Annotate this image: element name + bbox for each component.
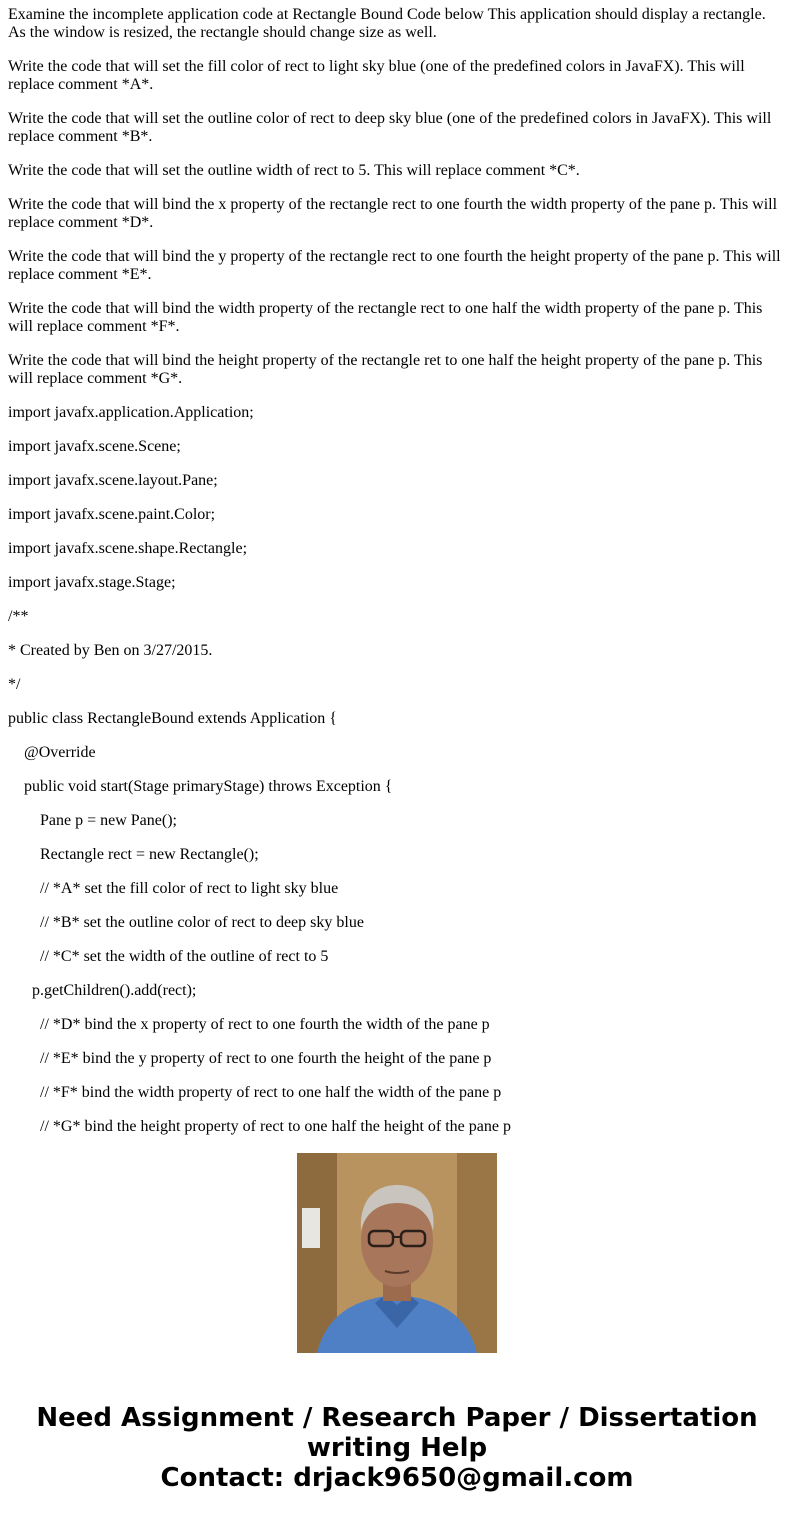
code-line: public void start(Stage primaryStage) throws Exception {: [8, 778, 393, 795]
document-body: [8, 6, 784, 1135]
code-line: // *G* bind the height property of rect to one half the height of the pane p: [8, 1118, 511, 1135]
code-line: * Created by Ben on 3/27/2015.: [8, 642, 213, 659]
code-line: p.getChildren().add(rect);: [8, 982, 197, 999]
code-line: import javafx.scene.Scene;: [8, 438, 181, 455]
code-line: public class RectangleBound extends Application {: [8, 710, 337, 727]
instruction-paragraph: Write the code that will set the fill color of rect to light sky blue (one of the predefined colors in JavaFX). This will replace comment *A*.: [8, 58, 745, 93]
promo-line: writing Help: [306, 1433, 488, 1463]
code-line: // *E* bind the y property of rect to one fourth the height of the pane p: [8, 1050, 492, 1067]
code-line: import javafx.scene.paint.Color;: [8, 506, 216, 523]
code-line: Rectangle rect = new Rectangle();: [8, 846, 259, 863]
code-line: /**: [8, 608, 29, 625]
instruction-paragraph: Write the code that will bind the width property of the rectangle rect to one half the width property of the pane p. This will replace comment *F*.: [8, 300, 763, 335]
instruction-paragraph: Examine the incomplete application code at Rectangle Bound Code below This application should display a rectangle. As the window is resized, the rectangle should change size as well.: [8, 6, 766, 41]
code-line: // *B* set the outline color of rect to deep sky blue: [8, 914, 364, 931]
code-line: // *A* set the fill color of rect to light sky blue: [8, 880, 339, 897]
instruction-paragraph: Write the code that will bind the height property of the rectangle ret to one half the height property of the pane p. This will replace comment *G*.: [8, 352, 763, 387]
code-line: import javafx.application.Application;: [8, 404, 254, 421]
promo-line: Need Assignment / Research Paper / Dissertation: [36, 1403, 758, 1433]
author-avatar: [297, 1153, 497, 1353]
code-line: import javafx.stage.Stage;: [8, 574, 176, 591]
promo-banner: [0, 1403, 794, 1493]
code-line: // *F* bind the width property of rect to one half the width of the pane p: [8, 1084, 502, 1101]
code-line: import javafx.scene.shape.Rectangle;: [8, 540, 248, 557]
instruction-paragraph: Write the code that will bind the y property of the rectangle rect to one fourth the height property of the pane p. This will replace comment *E*.: [8, 248, 781, 283]
promo-contact: Contact: drjack9650@gmail.com: [160, 1463, 634, 1493]
instruction-paragraph: Write the code that will set the outline color of rect to deep sky blue (one of the predefined colors in JavaFX). This will replace comment *B*.: [8, 110, 772, 145]
instruction-paragraph: Write the code that will bind the x property of the rectangle rect to one fourth the width property of the pane p. This will replace comment *D*.: [8, 196, 778, 231]
code-line: import javafx.scene.layout.Pane;: [8, 472, 218, 489]
code-line: */: [8, 676, 21, 693]
code-line: Pane p = new Pane();: [8, 812, 177, 829]
code-line: // *D* bind the x property of rect to one fourth the width of the pane p: [8, 1016, 490, 1033]
code-line: // *C* set the width of the outline of rect to 5: [8, 948, 329, 965]
instruction-paragraph: Write the code that will set the outline width of rect to 5. This will replace comment *C*.: [8, 162, 580, 179]
code-line: @Override: [8, 744, 96, 761]
